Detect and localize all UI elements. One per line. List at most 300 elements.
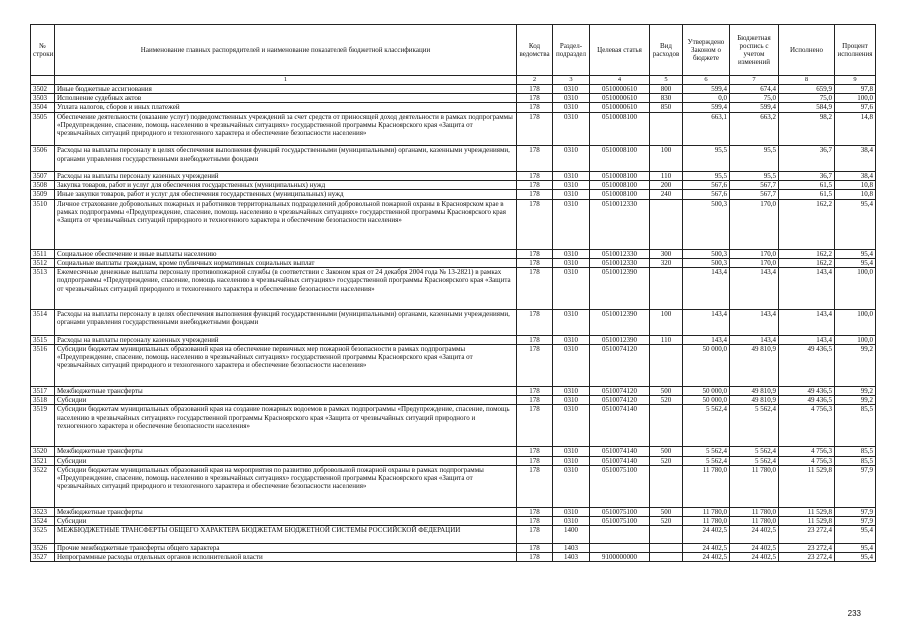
table-row [31, 543, 876, 552]
row-name-cell: Расходы на выплаты персоналу в целях обеспечения выполнения функций государственными (муниципальными) органами, казенными учреждениями, органами управления государственными внебюджетными фондами [55, 146, 517, 172]
budget-list-cell: 143,4 [730, 268, 779, 310]
col-number: 1 [55, 76, 517, 85]
percent-cell: 95,4 [835, 552, 876, 561]
budget-list-cell: 49 810,9 [730, 387, 779, 396]
section-code-cell: 0310 [553, 103, 590, 112]
exp-type-cell [650, 526, 683, 543]
table-row [31, 112, 876, 146]
exp-type-cell [650, 345, 683, 387]
exp-type-cell [650, 552, 683, 561]
section-code-cell: 0310 [553, 172, 590, 181]
approved-cell: 95,5 [683, 146, 730, 172]
executed-cell: 11 529,8 [779, 517, 835, 526]
budget-list-cell: 95,5 [730, 146, 779, 172]
approved-cell: 11 780,0 [683, 517, 730, 526]
row-name-cell: Закупка товаров, работ и услуг для обеспечения государственных (муниципальных) нужд [55, 181, 517, 190]
row-name-cell: Ежемесячные денежные выплаты персоналу противопожарной службы (в соответствии с Законом края от 24 декабря 2004 года № 13-2821) в рамках подпрограммы «Предупреждение, спасение, помощь населению в чрезвычайных ситуациях» государственной программы Красноярского края «Защита от чрезвычайных ситуаций природного и техногенного характера и обеспечение безопасности населения» [55, 268, 517, 310]
percent-cell: 99,2 [835, 387, 876, 396]
row-name-cell: Субсидии [55, 517, 517, 526]
row-name-cell: Расходы на выплаты персоналу казенных учреждений [55, 335, 517, 344]
row-name-cell: Субсидии [55, 396, 517, 405]
row-name-cell: Субсидии бюджетам муниципальных образований края на мероприятия по развитию добровольной пожарной охраны в рамках подпрограммы «Предупреждение, спасение, помощь населению в чрезвычайных ситуациях» государственной программы Красноярского края «Защита от чрезвычайных ситуаций природного и техногенного характера и обеспечение безопасности населения» [55, 465, 517, 507]
target-code-cell [590, 543, 650, 552]
exp-type-cell: 850 [650, 103, 683, 112]
table-row [31, 507, 876, 516]
table-row [31, 310, 876, 336]
dept-code-cell: 178 [517, 517, 553, 526]
approved-cell: 50 000,0 [683, 387, 730, 396]
percent-cell: 14,8 [835, 112, 876, 146]
dept-code-cell: 178 [517, 172, 553, 181]
budget-list-cell: 95,5 [730, 172, 779, 181]
dept-code-cell: 178 [517, 552, 553, 561]
executed-cell: 23 272,4 [779, 552, 835, 561]
budget-list-cell: 24 402,5 [730, 543, 779, 552]
table-row [31, 181, 876, 190]
column-number-row [31, 76, 876, 85]
approved-cell: 11 780,0 [683, 465, 730, 507]
table-row [31, 172, 876, 181]
exp-type-cell: 520 [650, 517, 683, 526]
table-row [31, 447, 876, 456]
percent-cell: 85,5 [835, 456, 876, 465]
table-row [31, 517, 876, 526]
table-row [31, 199, 876, 249]
target-code-cell: 0510012390 [590, 335, 650, 344]
row-number-cell: 3518 [31, 396, 55, 405]
row-name-cell: Межбюджетные трансферты [55, 387, 517, 396]
section-code-cell: 0310 [553, 447, 590, 456]
target-code-cell: 0510000610 [590, 103, 650, 112]
percent-cell: 38,4 [835, 146, 876, 172]
dept-code-cell: 178 [517, 103, 553, 112]
dept-code-cell: 178 [517, 190, 553, 199]
target-code-cell: 0510000610 [590, 85, 650, 94]
col-number: 2 [517, 76, 553, 85]
table-row [31, 268, 876, 310]
section-code-cell: 0310 [553, 335, 590, 344]
row-name-cell: Иные бюджетные ассигнования [55, 85, 517, 94]
approved-cell: 5 562,4 [683, 405, 730, 447]
dept-code-cell: 178 [517, 335, 553, 344]
executed-cell: 162,2 [779, 199, 835, 249]
row-number-cell: 3522 [31, 465, 55, 507]
approved-cell: 24 402,5 [683, 543, 730, 552]
dept-code-cell: 178 [517, 85, 553, 94]
percent-cell: 95,4 [835, 199, 876, 249]
budget-list-cell: 75,0 [730, 94, 779, 103]
exp-type-cell [650, 268, 683, 310]
row-number-cell: 3502 [31, 85, 55, 94]
col-header-budget-list: Бюджетная роспись с учетом изменений [730, 25, 779, 76]
budget-list-cell: 24 402,5 [730, 526, 779, 543]
header-row [31, 25, 876, 76]
table-row [31, 552, 876, 561]
table-row [31, 259, 876, 268]
budget-list-cell: 170,0 [730, 259, 779, 268]
percent-cell: 99,2 [835, 396, 876, 405]
col-header-dept: Код ведомства [517, 25, 553, 76]
executed-cell: 659,9 [779, 85, 835, 94]
exp-type-cell: 800 [650, 85, 683, 94]
approved-cell: 663,1 [683, 112, 730, 146]
row-name-cell: Межбюджетные трансферты [55, 447, 517, 456]
approved-cell: 500,3 [683, 249, 730, 258]
col-number: 5 [650, 76, 683, 85]
approved-cell: 50 000,0 [683, 345, 730, 387]
executed-cell: 584,9 [779, 103, 835, 112]
col-header-percent: Процент исполнения [835, 25, 876, 76]
row-number-cell: 3524 [31, 517, 55, 526]
exp-type-cell: 830 [650, 94, 683, 103]
section-code-cell: 0310 [553, 146, 590, 172]
percent-cell: 97,9 [835, 517, 876, 526]
percent-cell: 97,9 [835, 465, 876, 507]
section-code-cell: 0310 [553, 387, 590, 396]
table-row [31, 249, 876, 258]
target-code-cell: 0510074140 [590, 447, 650, 456]
budget-list-cell: 170,0 [730, 199, 779, 249]
section-code-cell: 0310 [553, 190, 590, 199]
table-body [31, 85, 876, 562]
section-code-cell: 0310 [553, 456, 590, 465]
table-row [31, 396, 876, 405]
table-row [31, 85, 876, 94]
row-number-cell: 3521 [31, 456, 55, 465]
executed-cell: 36,7 [779, 172, 835, 181]
row-number-cell: 3508 [31, 181, 55, 190]
exp-type-cell: 200 [650, 181, 683, 190]
target-code-cell: 0510075100 [590, 517, 650, 526]
section-code-cell: 1403 [553, 543, 590, 552]
target-code-cell: 0510074140 [590, 456, 650, 465]
section-code-cell: 1400 [553, 526, 590, 543]
row-name-cell: Расходы на выплаты персоналу в целях обеспечения выполнения функций государственными (муниципальными) органами, казенными учреждениями, органами управления государственными внебюджетными фондами [55, 310, 517, 336]
exp-type-cell: 300 [650, 249, 683, 258]
budget-list-cell: 599,4 [730, 103, 779, 112]
budget-list-cell: 11 780,0 [730, 517, 779, 526]
dept-code-cell: 178 [517, 387, 553, 396]
dept-code-cell: 178 [517, 526, 553, 543]
executed-cell: 143,4 [779, 335, 835, 344]
target-code-cell: 0510012390 [590, 268, 650, 310]
col-header-approved: Утверждено Законом о бюджете [683, 25, 730, 76]
target-code-cell: 0510074120 [590, 345, 650, 387]
percent-cell: 95,4 [835, 249, 876, 258]
page-number: 233 [847, 609, 861, 618]
table-row [31, 103, 876, 112]
row-number-cell: 3512 [31, 259, 55, 268]
exp-type-cell: 500 [650, 387, 683, 396]
dept-code-cell: 178 [517, 507, 553, 516]
dept-code-cell: 178 [517, 543, 553, 552]
table-row [31, 387, 876, 396]
exp-type-cell [650, 405, 683, 447]
target-code-cell: 0510012330 [590, 199, 650, 249]
executed-cell: 23 272,4 [779, 526, 835, 543]
target-code-cell: 0510075100 [590, 507, 650, 516]
budget-list-cell: 11 780,0 [730, 507, 779, 516]
col-number: 6 [683, 76, 730, 85]
row-number-cell: 3509 [31, 190, 55, 199]
percent-cell: 10,8 [835, 181, 876, 190]
target-code-cell: 0510074120 [590, 387, 650, 396]
section-code-cell: 0310 [553, 405, 590, 447]
dept-code-cell: 178 [517, 94, 553, 103]
budget-list-cell: 143,4 [730, 310, 779, 336]
col-header-exp-type: Вид расходов [650, 25, 683, 76]
row-name-cell: Непрограммные расходы отдельных органов исполнительной власти [55, 552, 517, 561]
executed-cell: 162,2 [779, 249, 835, 258]
section-code-cell: 0310 [553, 465, 590, 507]
executed-cell: 49 436,5 [779, 387, 835, 396]
row-name-cell: МЕЖБЮДЖЕТНЫЕ ТРАНСФЕРТЫ ОБЩЕГО ХАРАКТЕРА БЮДЖЕТАМ БЮДЖЕТНОЙ СИСТЕМЫ РОССИЙСКОЙ ФЕДЕРАЦИИ [55, 526, 517, 543]
approved-cell: 143,4 [683, 335, 730, 344]
approved-cell: 0,0 [683, 94, 730, 103]
row-name-cell: Социальные выплаты гражданам, кроме публичных нормативных социальных выплат [55, 259, 517, 268]
col-number: 8 [779, 76, 835, 85]
target-code-cell: 0510012330 [590, 249, 650, 258]
row-name-cell: Субсидии [55, 456, 517, 465]
dept-code-cell: 178 [517, 199, 553, 249]
budget-list-cell: 567,7 [730, 181, 779, 190]
section-code-cell: 0310 [553, 249, 590, 258]
row-number-cell: 3519 [31, 405, 55, 447]
dept-code-cell: 178 [517, 405, 553, 447]
dept-code-cell: 178 [517, 310, 553, 336]
approved-cell: 24 402,5 [683, 552, 730, 561]
exp-type-cell: 500 [650, 447, 683, 456]
table-row [31, 94, 876, 103]
row-name-cell: Обеспечение деятельности (оказание услуг) подведомственных учреждений за счет средств от приносящей доход деятельности в рамках подпрограммы «Предупреждение, спасение, помощь населению в чрезвычайных ситуациях» государственной программы Красноярского края «Защита от чрезвычайных ситуаций природного и техногенного характера и обеспечение безопасности населения» [55, 112, 517, 146]
executed-cell: 143,4 [779, 310, 835, 336]
table-row [31, 526, 876, 543]
target-code-cell: 9100000000 [590, 552, 650, 561]
target-code-cell: 0510012390 [590, 310, 650, 336]
section-code-cell: 0310 [553, 517, 590, 526]
exp-type-cell [650, 543, 683, 552]
col-number: 7 [730, 76, 779, 85]
row-name-cell: Иные закупки товаров, работ и услуг для обеспечения государственных (муниципальных) нужд [55, 190, 517, 199]
percent-cell: 97,6 [835, 103, 876, 112]
approved-cell: 143,4 [683, 310, 730, 336]
percent-cell: 97,9 [835, 507, 876, 516]
executed-cell: 49 436,5 [779, 396, 835, 405]
budget-list-cell: 567,7 [730, 190, 779, 199]
exp-type-cell: 520 [650, 396, 683, 405]
budget-list-cell: 143,4 [730, 335, 779, 344]
target-code-cell: 0510074120 [590, 396, 650, 405]
table-row [31, 335, 876, 344]
row-number-cell: 3507 [31, 172, 55, 181]
executed-cell: 4 756,3 [779, 447, 835, 456]
col-number: 9 [835, 76, 876, 85]
dept-code-cell: 178 [517, 249, 553, 258]
budget-list-cell: 5 562,4 [730, 405, 779, 447]
approved-cell: 500,3 [683, 199, 730, 249]
budget-list-cell: 49 810,9 [730, 396, 779, 405]
percent-cell: 97,8 [835, 85, 876, 94]
section-code-cell: 0310 [553, 199, 590, 249]
target-code-cell: 0510008100 [590, 181, 650, 190]
section-code-cell: 0310 [553, 268, 590, 310]
row-name-cell: Межбюджетные трансферты [55, 507, 517, 516]
approved-cell: 95,5 [683, 172, 730, 181]
exp-type-cell: 110 [650, 172, 683, 181]
exp-type-cell: 320 [650, 259, 683, 268]
row-number-cell: 3515 [31, 335, 55, 344]
executed-cell: 61,5 [779, 190, 835, 199]
row-number-cell: 3517 [31, 387, 55, 396]
exp-type-cell [650, 199, 683, 249]
row-name-cell: Субсидии бюджетам муниципальных образований края на обеспечение первичных мер пожарной безопасности в рамках подпрограммы «Предупреждение, спасение, помощь населению в чрезвычайных ситуациях» государственной программы Красноярского края «Защита от чрезвычайных ситуаций природного и техногенного характера и обеспечение безопасности населения» [55, 345, 517, 387]
exp-type-cell: 110 [650, 335, 683, 344]
row-number-cell: 3525 [31, 526, 55, 543]
percent-cell: 100,0 [835, 94, 876, 103]
executed-cell: 143,4 [779, 268, 835, 310]
row-number-cell: 3506 [31, 146, 55, 172]
approved-cell: 50 000,0 [683, 396, 730, 405]
approved-cell: 24 402,5 [683, 526, 730, 543]
row-name-cell: Личное страхование добровольных пожарных и работников территориальных подразделений добровольной пожарной охраны в Красноярском крае в рамках подпрограммы «Предупреждение, спасение, помощь населению в чрезвычайных ситуациях» государственной программы Красноярского края «Защита от чрезвычайных ситуаций природного и техногенного характера и обеспечение безопасности населения» [55, 199, 517, 249]
row-name-cell: Социальное обеспечение и иные выплаты населению [55, 249, 517, 258]
executed-cell: 23 272,4 [779, 543, 835, 552]
percent-cell: 95,4 [835, 543, 876, 552]
exp-type-cell: 100 [650, 310, 683, 336]
budget-execution-table [30, 24, 876, 562]
dept-code-cell: 178 [517, 456, 553, 465]
percent-cell: 100,0 [835, 268, 876, 310]
row-name-cell: Прочие межбюджетные трансферты общего характера [55, 543, 517, 552]
dept-code-cell: 178 [517, 447, 553, 456]
exp-type-cell: 240 [650, 190, 683, 199]
target-code-cell: 0510012330 [590, 259, 650, 268]
approved-cell: 500,3 [683, 259, 730, 268]
col-number: 3 [553, 76, 590, 85]
section-code-cell: 0310 [553, 345, 590, 387]
executed-cell: 49 436,5 [779, 345, 835, 387]
section-code-cell: 0310 [553, 85, 590, 94]
row-number-cell: 3511 [31, 249, 55, 258]
dept-code-cell: 178 [517, 181, 553, 190]
exp-type-cell: 500 [650, 507, 683, 516]
executed-cell: 36,7 [779, 146, 835, 172]
budget-list-cell: 674,4 [730, 85, 779, 94]
executed-cell: 4 756,3 [779, 405, 835, 447]
budget-list-cell: 11 780,0 [730, 465, 779, 507]
row-name-cell: Субсидии бюджетам муниципальных образований края на создание пожарных водоемов в рамках подпрограммы «Предупреждение, спасение, помощь населению в чрезвычайных ситуациях» государственной программы Красноярского края «Защита от чрезвычайных ситуаций природного и техногенного характера и обеспечение безопасности населения» [55, 405, 517, 447]
row-name-cell: Исполнение судебных актов [55, 94, 517, 103]
row-number-cell: 3514 [31, 310, 55, 336]
percent-cell: 95,4 [835, 259, 876, 268]
budget-list-cell: 5 562,4 [730, 447, 779, 456]
row-number-cell: 3520 [31, 447, 55, 456]
table-row [31, 456, 876, 465]
section-code-cell: 0310 [553, 181, 590, 190]
approved-cell: 567,6 [683, 181, 730, 190]
dept-code-cell: 178 [517, 268, 553, 310]
dept-code-cell: 178 [517, 465, 553, 507]
row-number-cell: 3527 [31, 552, 55, 561]
executed-cell: 11 529,8 [779, 507, 835, 516]
row-name-cell: Расходы на выплаты персоналу казенных учреждений [55, 172, 517, 181]
col-header-name: Наименование главных распорядителей и наименование показателей бюджетной классификации [55, 25, 517, 76]
target-code-cell [590, 526, 650, 543]
budget-list-cell: 170,0 [730, 249, 779, 258]
target-code-cell: 0510008100 [590, 112, 650, 146]
approved-cell: 11 780,0 [683, 507, 730, 516]
executed-cell: 61,5 [779, 181, 835, 190]
approved-cell: 599,4 [683, 103, 730, 112]
dept-code-cell: 178 [517, 146, 553, 172]
row-number-cell: 3503 [31, 94, 55, 103]
percent-cell: 100,0 [835, 310, 876, 336]
section-code-cell: 0310 [553, 396, 590, 405]
approved-cell: 5 562,4 [683, 447, 730, 456]
executed-cell: 75,0 [779, 94, 835, 103]
target-code-cell: 0510008100 [590, 190, 650, 199]
table-row [31, 405, 876, 447]
executed-cell: 4 756,3 [779, 456, 835, 465]
col-header-target: Целевая статья [590, 25, 650, 76]
row-name-cell: Уплата налогов, сборов и иных платежей [55, 103, 517, 112]
col-number: 4 [590, 76, 650, 85]
approved-cell: 567,6 [683, 190, 730, 199]
table-row [31, 146, 876, 172]
approved-cell: 599,4 [683, 85, 730, 94]
budget-list-cell: 663,2 [730, 112, 779, 146]
dept-code-cell: 178 [517, 112, 553, 146]
section-code-cell: 0310 [553, 94, 590, 103]
budget-list-cell: 5 562,4 [730, 456, 779, 465]
table-row [31, 465, 876, 507]
exp-type-cell [650, 465, 683, 507]
col-number [31, 76, 55, 85]
budget-list-cell: 49 810,9 [730, 345, 779, 387]
section-code-cell: 0310 [553, 310, 590, 336]
dept-code-cell: 178 [517, 259, 553, 268]
col-header-section: Раздел-подраздел [553, 25, 590, 76]
row-number-cell: 3513 [31, 268, 55, 310]
exp-type-cell: 100 [650, 146, 683, 172]
row-number-cell: 3516 [31, 345, 55, 387]
section-code-cell: 0310 [553, 112, 590, 146]
approved-cell: 143,4 [683, 268, 730, 310]
percent-cell: 10,8 [835, 190, 876, 199]
row-number-cell: 3504 [31, 103, 55, 112]
exp-type-cell: 520 [650, 456, 683, 465]
executed-cell: 11 529,8 [779, 465, 835, 507]
section-code-cell: 0310 [553, 259, 590, 268]
percent-cell: 95,4 [835, 526, 876, 543]
budget-list-cell: 24 402,5 [730, 552, 779, 561]
dept-code-cell: 178 [517, 345, 553, 387]
row-number-cell: 3523 [31, 507, 55, 516]
percent-cell: 85,5 [835, 405, 876, 447]
executed-cell: 162,2 [779, 259, 835, 268]
target-code-cell: 0510008100 [590, 172, 650, 181]
table-row [31, 190, 876, 199]
target-code-cell: 0510074140 [590, 405, 650, 447]
col-header-row-no: № строки [31, 25, 55, 76]
executed-cell: 98,2 [779, 112, 835, 146]
col-header-executed: Исполнено [779, 25, 835, 76]
section-code-cell: 0310 [553, 507, 590, 516]
target-code-cell: 0510000610 [590, 94, 650, 103]
percent-cell: 38,4 [835, 172, 876, 181]
percent-cell: 99,2 [835, 345, 876, 387]
row-number-cell: 3510 [31, 199, 55, 249]
